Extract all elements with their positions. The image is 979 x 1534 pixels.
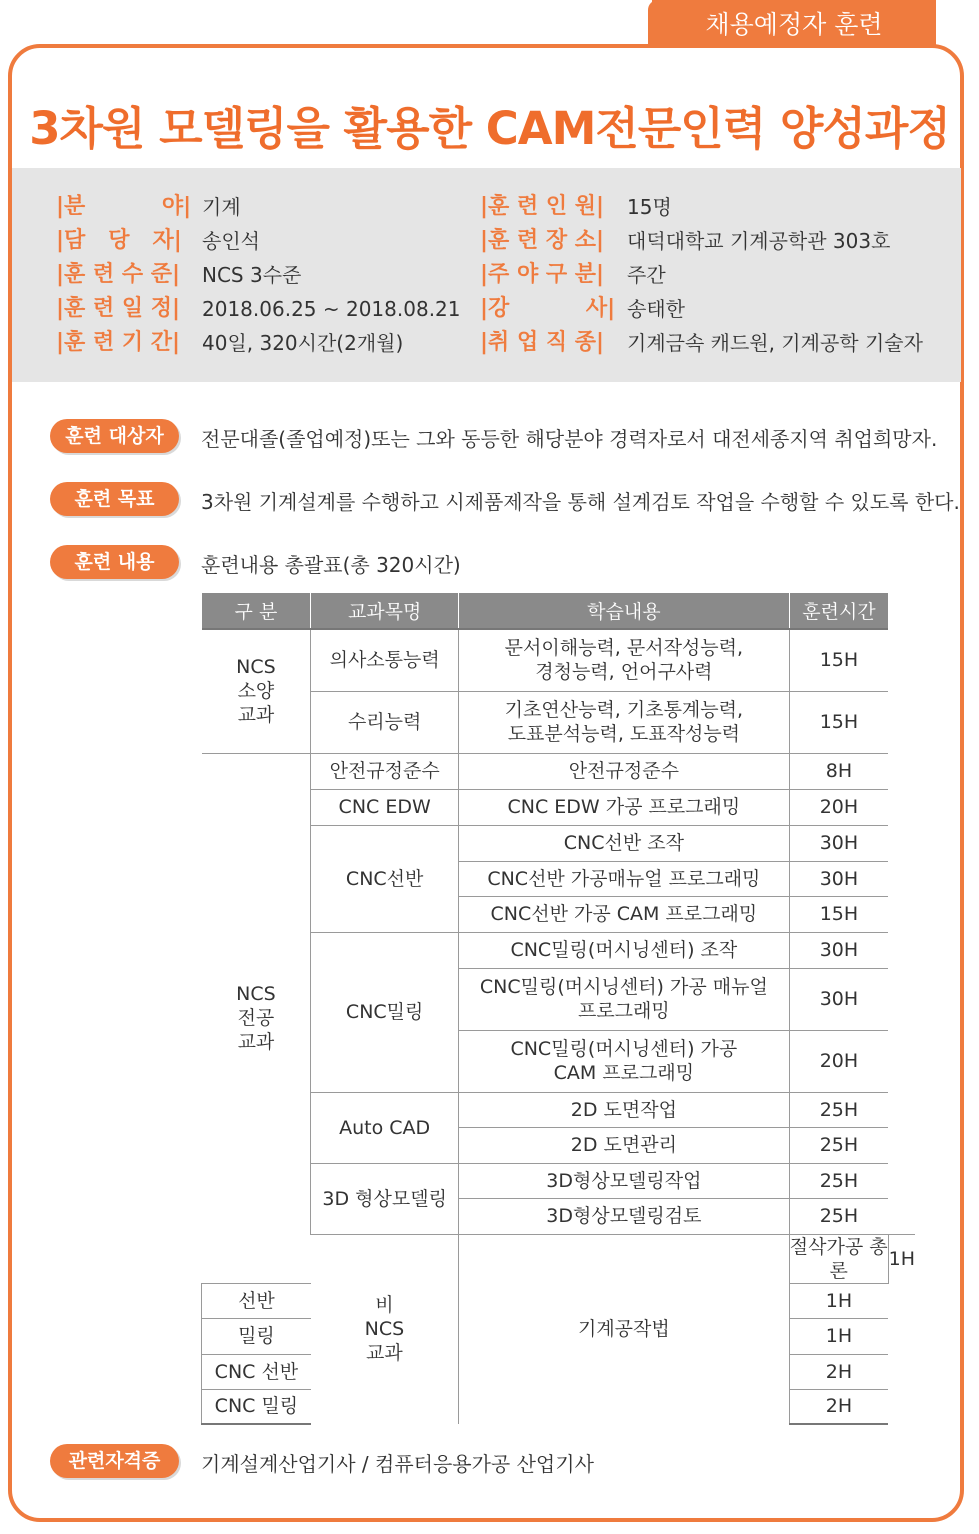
- header-content: 학습내용: [458, 593, 789, 629]
- table-row: [202, 753, 916, 789]
- content-cell: 2D 도면관리: [458, 1127, 789, 1163]
- info-value: 15명: [627, 195, 672, 219]
- hours-cell: 2H: [789, 1389, 888, 1424]
- hours-cell: 25H: [789, 1127, 888, 1163]
- content-cell: CNC밀링(머시닝센터) 가공 매뉴얼 프로그래밍: [458, 968, 789, 1030]
- content-cell: CNC선반 가공매뉴얼 프로그래밍: [458, 861, 789, 896]
- content-cell: 밀링: [202, 1318, 311, 1354]
- info-label: 훈 련 기 간: [64, 330, 173, 355]
- info-value: 주간: [627, 263, 666, 287]
- content-cell: 3D형상모델링검토: [458, 1198, 789, 1234]
- hours-cell: 20H: [789, 1030, 888, 1092]
- table-row: [202, 629, 916, 691]
- section-text-target: 전문대졸(졸업예정)또는 그와 동등한 해당분야 경력자로서 대전세종지역 취업희망자.: [201, 427, 938, 451]
- group-cell: NCS 소양 교과: [236, 656, 276, 727]
- section-label-content: 훈련 내용: [50, 545, 179, 579]
- subject-cell: 수리능력: [311, 691, 459, 753]
- section-label-goal: 훈련 목표: [50, 482, 179, 516]
- header-subject: 교과목명: [311, 593, 459, 629]
- content-cell: 절삭가공 총론: [789, 1235, 888, 1282]
- hours-cell: 30H: [789, 861, 888, 896]
- subject-cell: Auto CAD: [311, 1092, 459, 1163]
- hours-cell: 1H: [789, 1283, 888, 1318]
- subject-cell: 기계공작법: [458, 1234, 789, 1424]
- content-cell: 기초연산능력, 기초통계능력, 도표분석능력, 도표작성능력: [458, 691, 789, 753]
- hours-cell: 25H: [789, 1163, 888, 1198]
- content-cell: 안전규정준수: [458, 753, 789, 789]
- info-value: 2018.06.25 ~ 2018.08.21: [202, 297, 461, 321]
- content-cell: 선반: [202, 1283, 311, 1318]
- hours-cell: 15H: [789, 629, 888, 691]
- subject-cell: CNC밀링: [311, 932, 459, 1092]
- info-label: 훈 련 인 원: [488, 194, 597, 219]
- header-category: 구 분: [202, 593, 311, 629]
- info-value: 40일, 320시간(2개월): [202, 331, 404, 355]
- info-value: 송인석: [202, 229, 260, 253]
- info-value: 기계금속 캐드원, 기계공학 기술자: [627, 331, 923, 355]
- info-label: 훈 련 장 소: [488, 228, 597, 253]
- content-cell: CNC밀링(머시닝센터) 가공 CAM 프로그래밍: [458, 1030, 789, 1092]
- section-label-cert: 관련자격증: [50, 1444, 179, 1478]
- subject-cell: 의사소통능력: [311, 629, 459, 691]
- group-cell: 비 NCS 교과: [311, 1234, 459, 1424]
- subject-cell: CNC EDW: [311, 789, 459, 825]
- hours-cell: 2H: [789, 1354, 888, 1389]
- content-cell: CNC밀링(머시닝센터) 조작: [458, 932, 789, 968]
- hours-cell: 25H: [789, 1092, 888, 1127]
- info-label: 분 야: [64, 194, 184, 219]
- subject-cell: 3D 형상모델링: [311, 1163, 459, 1234]
- group-cell: NCS 전공 교과: [202, 753, 311, 1283]
- hours-cell: 1H: [789, 1318, 888, 1354]
- info-label: 취 업 직 종: [488, 330, 597, 355]
- info-value: NCS 3수준: [202, 263, 302, 287]
- page-title: 3차원 모델링을 활용한 CAM전문인력 양성과정: [29, 102, 950, 155]
- info-label: 주 야 구 분: [488, 262, 597, 287]
- content-cell: CNC 선반: [202, 1354, 311, 1389]
- category-tab: [652, 0, 936, 48]
- section-text-cert: 기계설계산업기사 / 컴퓨터응용가공 산업기사: [201, 1452, 594, 1476]
- curriculum-table: [201, 593, 915, 1425]
- category-tab-label: 채용예정자 훈련: [705, 10, 883, 39]
- section-text-goal: 3차원 기계설계를 수행하고 시제품제작을 통해 설계검토 작업을 수행할 수 있도록 한다.: [201, 490, 960, 514]
- content-cell: CNC선반 가공 CAM 프로그래밍: [458, 896, 789, 932]
- info-value: 기계: [202, 195, 241, 219]
- hours-cell: 30H: [789, 825, 888, 861]
- info-value: 대덕대학교 기계공학관 303호: [627, 229, 891, 253]
- hours-cell: 1H: [888, 1234, 915, 1283]
- info-label: 강 사: [488, 296, 608, 321]
- info-value: 송태한: [627, 297, 685, 321]
- section-label-target: 훈련 대상자: [50, 419, 179, 453]
- hours-cell: 20H: [789, 789, 888, 825]
- info-label: 훈 련 일 정: [64, 296, 173, 321]
- section-text-content: 훈련내용 총괄표(총 320시간): [201, 553, 461, 577]
- course-info-box: |분 야| 기계 |담 당 자| 송인석 |훈 련 수 준| NCS 3수준 |훈 련 일 정| 2018.06.25 ~ 2018.08.21 |훈 련 기 간| 40일, 320시간(2개월) |훈 련 인 원| 15명 |훈 련 장 소| 대덕대학교 기계공학관 303호 |주 야 구 분| 주간 |강 사| 송태한 |취 업 직 종| 기계금속 캐드원, 기계공학 기술자: [12, 168, 961, 382]
- hours-cell: 30H: [789, 968, 888, 1030]
- hours-cell: 30H: [789, 932, 888, 968]
- hours-cell: 15H: [789, 896, 888, 932]
- info-label: 훈 련 수 준: [64, 262, 173, 287]
- content-cell: CNC선반 조작: [458, 825, 789, 861]
- hours-cell: 8H: [789, 753, 888, 789]
- hours-cell: 25H: [789, 1198, 888, 1234]
- table-header-row: [202, 593, 916, 629]
- content-cell: 2D 도면작업: [458, 1092, 789, 1127]
- hours-cell: 15H: [789, 691, 888, 753]
- content-cell: CNC EDW 가공 프로그래밍: [458, 789, 789, 825]
- info-label: 담 당 자: [64, 228, 174, 253]
- subject-cell: CNC선반: [311, 825, 459, 932]
- content-cell: CNC 밀링: [202, 1389, 311, 1424]
- content-cell: 문서이해능력, 문서작성능력, 경청능력, 언어구사력: [458, 629, 789, 691]
- header-hours: 훈련시간: [789, 593, 888, 629]
- subject-cell: 안전규정준수: [311, 753, 459, 789]
- content-cell: 3D형상모델링작업: [458, 1163, 789, 1198]
